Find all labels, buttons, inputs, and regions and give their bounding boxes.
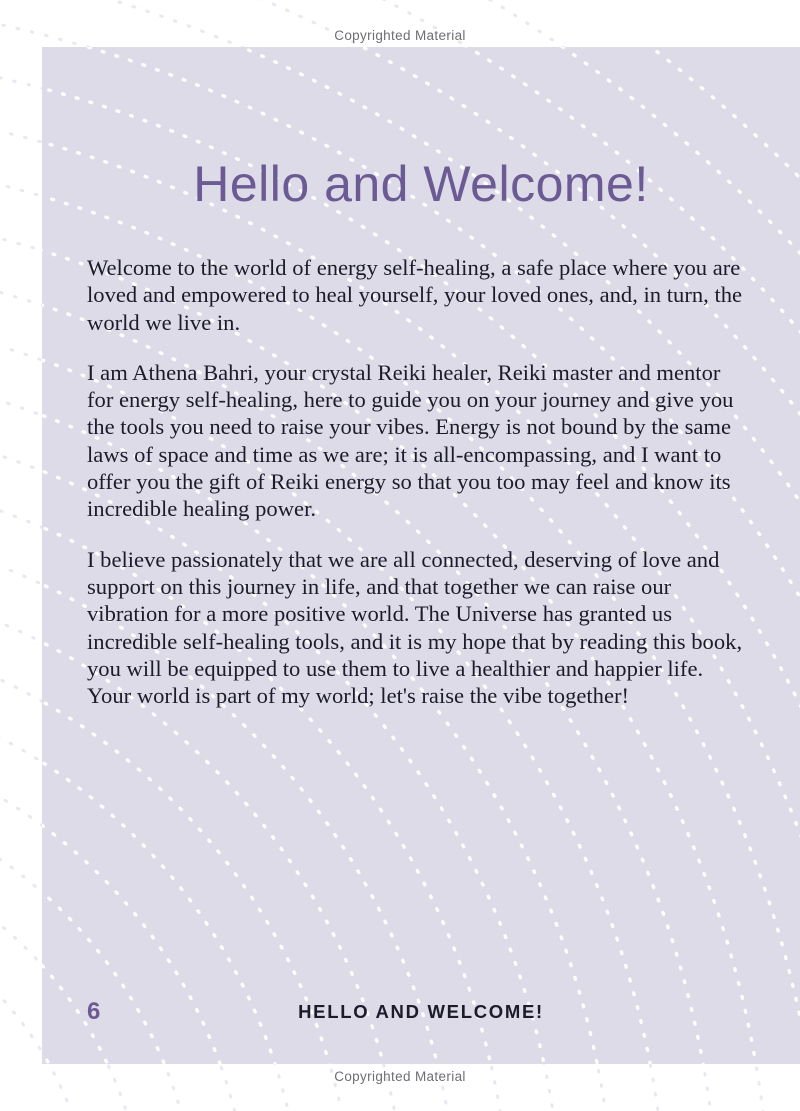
page-number: 6 [87, 998, 101, 1025]
paragraph: Welcome to the world of energy self-healing, a safe place where you are loved and empowered to heal yourself, your loved ones, and, in turn, the world we live in. [87, 255, 743, 335]
page-panel [42, 47, 800, 1064]
paragraph: I believe passionately that we are all connected, deserving of love and support on this journey in life, and that together we can raise our vibration for a more positive world. The Universe has granted us incredible self-healing tools, and it is my hope that by reading this book, you will be equipped to use them to live a healthier and happier life. Your world is part of my world; let's raise the vibe together! [87, 546, 743, 709]
copyright-banner-top: Copyrighted Material [334, 28, 466, 43]
body-copy [87, 254, 750, 709]
page-title: Hello and Welcome! [193, 156, 649, 212]
copyright-banner-bottom: Copyrighted Material [334, 1069, 466, 1084]
page-footer [42, 998, 800, 1026]
paragraph: I am Athena Bahri, your crystal Reiki healer, Reiki master and mentor for energy self-healing, here to guide you on your journey and give you the tools you need to raise your vibes. Energy is not bound by the same laws of space and time as we are; it is all-encompassing, and I want to offer you the gift of Reiki energy so that you too may feel and know its incredible healing power. [87, 359, 734, 522]
running-head: HELLO AND WELCOME! [298, 1001, 544, 1022]
